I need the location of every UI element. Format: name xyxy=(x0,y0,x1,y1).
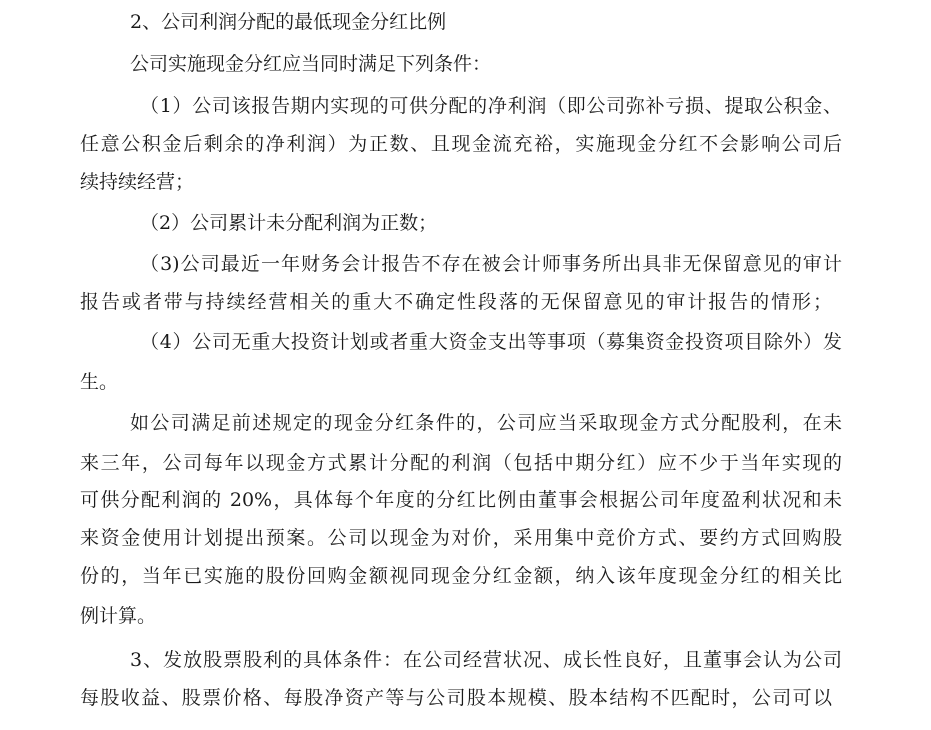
paragraph-line: 如公司满足前述规定的现金分红条件的，公司应当采取现金方式分配股利，在未 xyxy=(130,412,842,434)
paragraph-line: 公司实施现金分红应当同时满足下列条件： xyxy=(130,53,492,75)
section-heading-2: 2、公司利润分配的最低现金分红比例 xyxy=(130,11,447,33)
paragraph-line: （4）公司无重大投资计划或者重大资金支出等事项（募集资金投资项目除外）发 xyxy=(140,331,842,353)
paragraph-line: （1）公司该报告期内实现的可供分配的净利润（即公司弥补亏损、提取公积金、 xyxy=(140,95,842,117)
paragraph-line: 每股收益、股票价格、每股净资产等与公司股本规模、股本结构不匹配时，公司可以 xyxy=(80,687,832,709)
paragraph-line: 来资金使用计划提出预案。公司以现金为对价，采用集中竞价方式、要约方式回购股 xyxy=(80,527,842,549)
paragraph-line: 续持续经营； xyxy=(80,171,195,193)
paragraph-line: （3)公司最近一年财务会计报告不存在被会计师事务所出具非无保留意见的审计 xyxy=(140,253,842,275)
paragraph-line: 来三年，公司每年以现金方式累计分配的利润（包括中期分红）应不少于当年实现的 xyxy=(80,452,842,474)
paragraph-line: 例计算。 xyxy=(80,605,157,627)
paragraph-line: 份的，当年已实施的股份回购金额视同现金分红金额，纳入该年度现金分红的相关比 xyxy=(80,565,842,587)
section-heading-3: 3、发放股票股利的具体条件：在公司经营状况、成长性良好，且董事会认为公司 xyxy=(130,649,842,671)
paragraph-line: （2）公司累计未分配利润为正数； xyxy=(140,212,438,234)
paragraph-line: 报告或者带与持续经营相关的重大不确定性段落的无保留意见的审计报告的情形； xyxy=(80,291,832,313)
paragraph-line: 生。 xyxy=(80,371,119,393)
paragraph-line: 任意公积金后剩余的净利润）为正数、且现金流充裕，实施现金分红不会影响公司后 xyxy=(80,133,842,155)
paragraph-line: 可供分配利润的 20%，具体每个年度的分红比例由董事会根据公司年度盈利状况和未 xyxy=(80,489,842,511)
